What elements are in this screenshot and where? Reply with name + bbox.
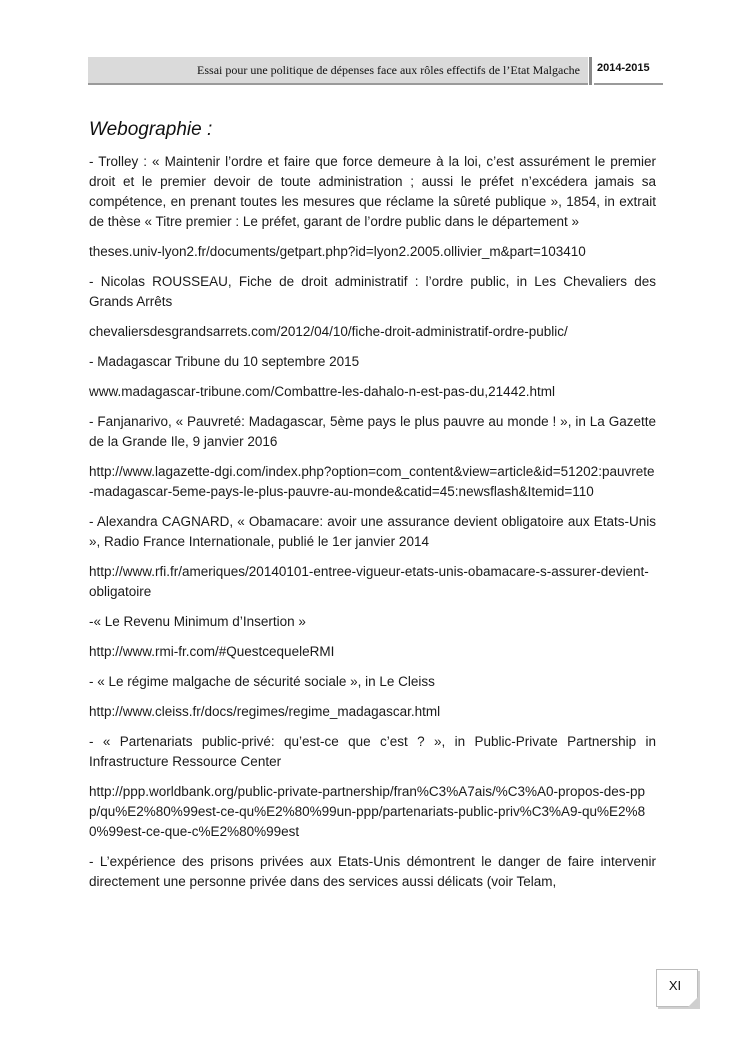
reference-entry: - Trolley : « Maintenir l’ordre et faire que force demeure à la loi, c’est assurément le premier droit et le premier devoir de toute administration ; aussi le préfet n’excédera jamais sa compétence, en prenant toutes les mesures que réclame la sûreté publique », 1854, in extrait de thèse « Titre premier : Le préfet, garant de l’ordre public dans le département » — [89, 154, 656, 229]
header-title: Essai pour une politique de dépenses face aux rôles effectifs de l’Etat Malgache — [197, 63, 580, 77]
running-header — [88, 57, 663, 85]
reference-url: http://www.lagazette-dgi.com/index.php?option=com_content&view=article&id=51202:pauvrete-madagascar-5eme-pays-le-plus-pauvre-au-monde&catid=45:newsflash&Itemid=110 — [89, 464, 655, 499]
reference-url: theses.univ-lyon2.fr/documents/getpart.php?id=lyon2.2005.ollivier_m&part=103410 — [89, 244, 586, 259]
reference-url: chevaliersdesgrandsarrets.com/2012/04/10/fiche-droit-administratif-ordre-public/ — [89, 324, 568, 339]
reference-url: http://www.rmi-fr.com/#QuestcequeleRMI — [89, 644, 335, 659]
page-fold-corner — [688, 997, 698, 1007]
reference-url: http://ppp.worldbank.org/public-private-partnership/fran%C3%A7ais/%C3%A0-propos-des-ppp/qu%E2%80%99est-ce-qu%E2%80%99un-ppp/partenariats-public-priv%C3%A9-qu%E2%80%99est-ce-que-c%E2%80%99est — [89, 784, 646, 839]
reference-entry: - Madagascar Tribune du 10 septembre 2015 — [89, 354, 360, 369]
header-year: 2014-2015 — [597, 62, 650, 74]
page-number: XI — [668, 978, 682, 993]
section-heading: Webographie : — [89, 119, 213, 140]
reference-entry: - Alexandra CAGNARD, « Obamacare: avoir une assurance devient obligatoire aux Etats-Unis », Radio France Internationale, publié le 1er janvier 2014 — [89, 514, 656, 549]
reference-url: www.madagascar-tribune.com/Combattre-les-dahalo-n-est-pas-du,21442.html — [89, 384, 555, 399]
reference-entry: - « Partenariats public-privé: qu’est-ce que c’est ? », in Public-Private Partnership in Infrastructure Ressource Center — [89, 734, 656, 769]
header-year-box — [594, 57, 663, 85]
reference-entry: - Nicolas ROUSSEAU, Fiche de droit administratif : l’ordre public, in Les Chevaliers des Grands Arrêts — [89, 274, 656, 309]
reference-url: http://www.cleiss.fr/docs/regimes/regime_madagascar.html — [89, 704, 441, 719]
header-separator — [589, 57, 592, 85]
reference-url: http://www.rfi.fr/ameriques/20140101-entree-vigueur-etats-unis-obamacare-s-assurer-devient-obligatoire — [89, 564, 649, 599]
header-title-box — [88, 57, 588, 85]
reference-entry: - L’expérience des prisons privées aux Etats-Unis démontrent le danger de faire intervenir directement une personne privée dans des services aussi délicats (voir Telam, — [89, 854, 656, 889]
reference-entry: -« Le Revenu Minimum d’Insertion » — [89, 614, 306, 629]
page-number-box — [656, 969, 698, 1007]
reference-entry: - Fanjanarivo, « Pauvreté: Madagascar, 5ème pays le plus pauvre au monde ! », in La Gazette de la Grande Ile, 9 janvier 2016 — [89, 414, 656, 449]
webography-section — [89, 118, 656, 902]
reference-entry: - « Le régime malgache de sécurité sociale », in Le Cleiss — [89, 674, 435, 689]
